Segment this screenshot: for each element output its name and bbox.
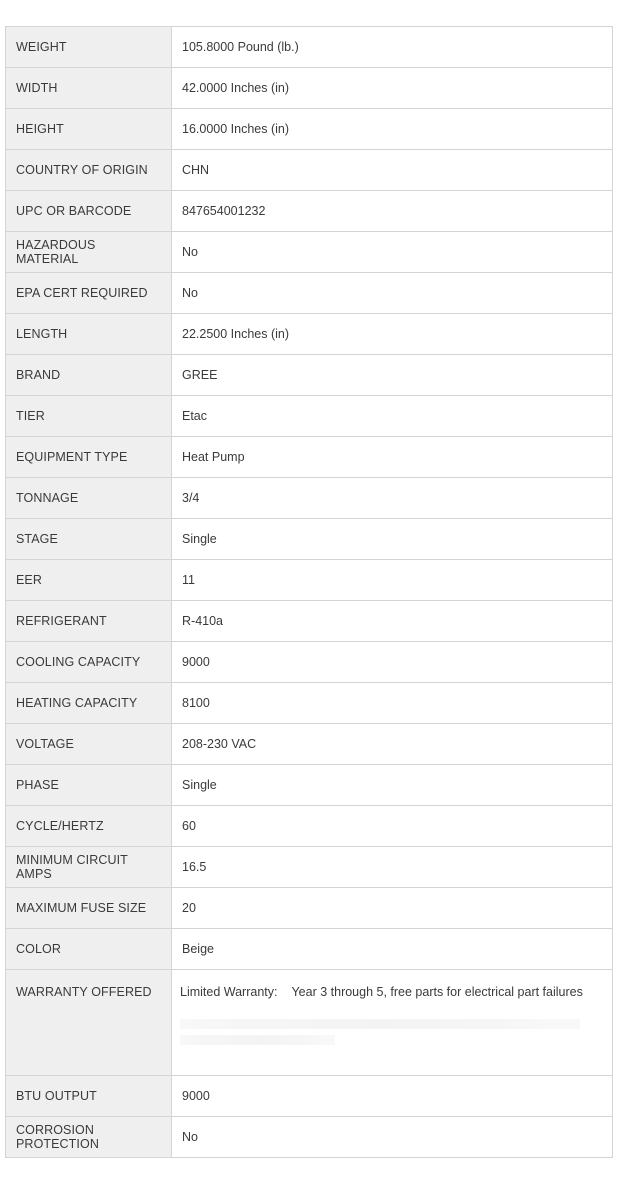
spec-value: 20	[172, 888, 613, 929]
spec-value: 3/4	[172, 478, 613, 519]
warranty-detail: Year 3 through 5, free parts for electrical part failures	[291, 985, 583, 999]
spec-row-cycle-hertz	[6, 806, 613, 847]
spec-label: HAZARDOUS MATERIAL	[6, 232, 172, 273]
warranty-prefix: Limited Warranty:	[180, 985, 278, 999]
spec-value: GREE	[172, 355, 613, 396]
spec-row-corrosion-protection	[6, 1117, 613, 1158]
spec-label: EPA CERT REQUIRED	[6, 273, 172, 314]
spec-label: MAXIMUM FUSE SIZE	[6, 888, 172, 929]
spec-label: CORROSION PROTECTION	[6, 1117, 172, 1158]
spec-label: MINIMUM CIRCUIT AMPS	[6, 847, 172, 888]
spec-label: LENGTH	[6, 314, 172, 355]
spec-row-color	[6, 929, 613, 970]
spec-value: CHN	[172, 150, 613, 191]
spec-label: COOLING CAPACITY	[6, 642, 172, 683]
spec-label: BTU OUTPUT	[6, 1076, 172, 1117]
spec-label: COUNTRY OF ORIGIN	[6, 150, 172, 191]
spec-value: 16.5	[172, 847, 613, 888]
spec-row-hazardous-material	[6, 232, 613, 273]
spec-label: TONNAGE	[6, 478, 172, 519]
spec-row-eer	[6, 560, 613, 601]
spec-value: 9000	[172, 1076, 613, 1117]
spec-label: EER	[6, 560, 172, 601]
spec-value: No	[172, 1117, 613, 1158]
spec-value: 847654001232	[172, 191, 613, 232]
spec-value: Single	[172, 765, 613, 806]
spec-value: Heat Pump	[172, 437, 613, 478]
spec-label: PHASE	[6, 765, 172, 806]
spec-value: 22.2500 Inches (in)	[172, 314, 613, 355]
spec-label: WARRANTY OFFERED	[6, 970, 172, 1076]
spec-label: BRAND	[6, 355, 172, 396]
spec-value: 11	[172, 560, 613, 601]
spec-row-btu-output	[6, 1076, 613, 1117]
spec-label: VOLTAGE	[6, 724, 172, 765]
warranty-text	[180, 985, 602, 999]
spec-row-width	[6, 68, 613, 109]
spec-label: CYCLE/HERTZ	[6, 806, 172, 847]
spec-label: HEATING CAPACITY	[6, 683, 172, 724]
spec-row-minimum-circuit-amps	[6, 847, 613, 888]
faded-text-line	[180, 1035, 335, 1045]
spec-table-body	[6, 27, 613, 1158]
spec-label: UPC OR BARCODE	[6, 191, 172, 232]
spec-label: TIER	[6, 396, 172, 437]
spec-row-maximum-fuse-size	[6, 888, 613, 929]
spec-label: COLOR	[6, 929, 172, 970]
spec-value: 105.8000 Pound (lb.)	[172, 27, 613, 68]
spec-value: Single	[172, 519, 613, 560]
spec-row-country-of-origin	[6, 150, 613, 191]
spec-row-upc	[6, 191, 613, 232]
spec-row-height	[6, 109, 613, 150]
spec-row-brand	[6, 355, 613, 396]
spec-row-tonnage	[6, 478, 613, 519]
spec-row-heating-capacity	[6, 683, 613, 724]
spec-value: R-410a	[172, 601, 613, 642]
product-specifications-table	[5, 26, 613, 1158]
spec-row-epa-cert	[6, 273, 613, 314]
spec-value: 16.0000 Inches (in)	[172, 109, 613, 150]
spec-row-tier	[6, 396, 613, 437]
spec-row-length	[6, 314, 613, 355]
spec-value: 42.0000 Inches (in)	[172, 68, 613, 109]
spec-value: No	[172, 273, 613, 314]
spec-label: REFRIGERANT	[6, 601, 172, 642]
warranty-value	[172, 970, 613, 1076]
spec-value: 60	[172, 806, 613, 847]
spec-row-stage	[6, 519, 613, 560]
spec-value: Etac	[172, 396, 613, 437]
spec-label: WEIGHT	[6, 27, 172, 68]
spec-row-warranty-offered	[6, 970, 613, 1076]
spec-value: Beige	[172, 929, 613, 970]
spec-row-weight	[6, 27, 613, 68]
faded-text-line	[180, 1019, 580, 1029]
spec-row-voltage	[6, 724, 613, 765]
spec-value: No	[172, 232, 613, 273]
spec-value: 8100	[172, 683, 613, 724]
spec-row-phase	[6, 765, 613, 806]
spec-label: EQUIPMENT TYPE	[6, 437, 172, 478]
spec-label: WIDTH	[6, 68, 172, 109]
spec-label: HEIGHT	[6, 109, 172, 150]
spec-row-refrigerant	[6, 601, 613, 642]
spec-row-cooling-capacity	[6, 642, 613, 683]
spec-value: 208-230 VAC	[172, 724, 613, 765]
spec-label: STAGE	[6, 519, 172, 560]
spec-value: 9000	[172, 642, 613, 683]
spec-row-equipment-type	[6, 437, 613, 478]
